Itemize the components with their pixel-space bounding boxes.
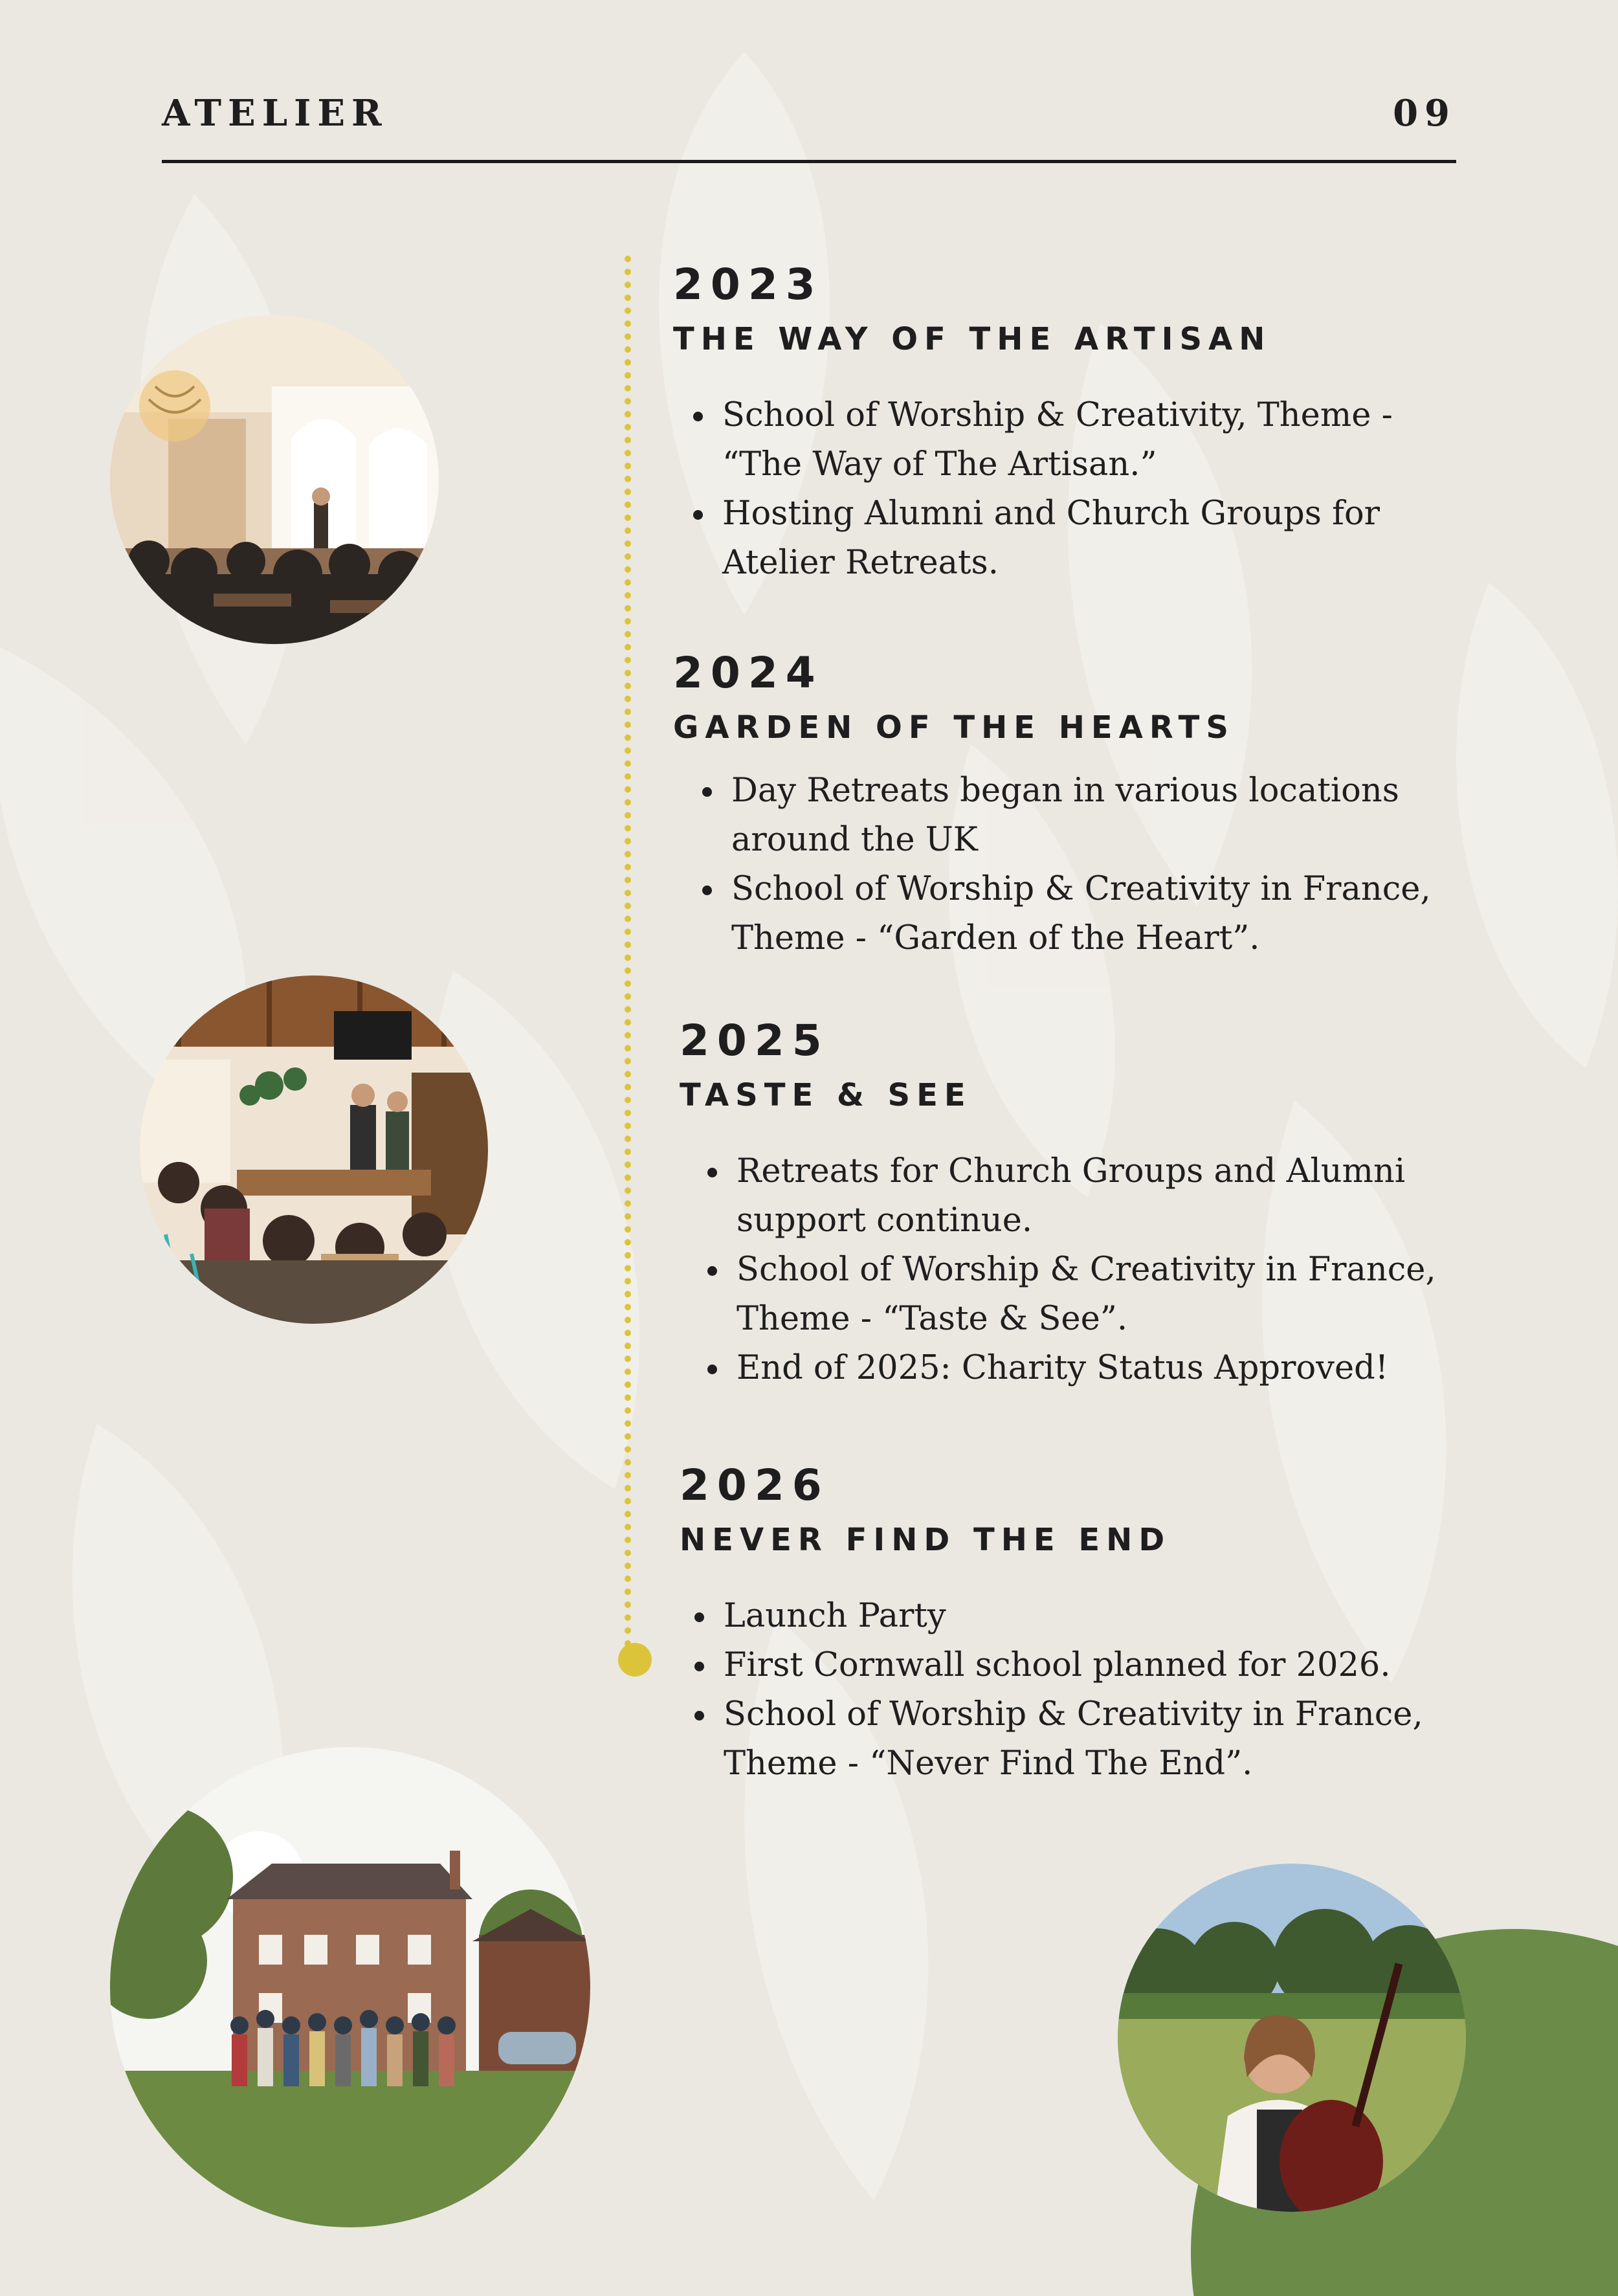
entry-list	[673, 391, 1397, 588]
photo-worship-room	[110, 315, 439, 644]
page-number: 09	[1393, 92, 1456, 135]
timeline-dotted-line	[625, 256, 631, 1660]
header-divider	[162, 160, 1456, 163]
list-item: • School of Worship & Creativity in France, Theme - “Taste & See”.	[731, 1245, 1443, 1344]
list-item: • Day Retreats began in various locations around the UK	[726, 766, 1470, 865]
list-item: • School of Worship & Creativity in France, Theme - “Garden of the Heart”.	[726, 865, 1470, 963]
list-item: • Launch Party	[718, 1592, 1495, 1641]
list-item: • Hosting Alumni and Church Groups for Atelier Retreats.	[717, 489, 1397, 588]
list-item: • End of 2025: Charity Status Approved!	[731, 1344, 1443, 1393]
entry-title: TASTE & SEE	[680, 1077, 972, 1113]
entry-year: 2024	[673, 648, 823, 698]
entry-year: 2026	[680, 1460, 830, 1510]
entry-title: GARDEN OF THE HEARTS	[673, 709, 1235, 746]
entry-list	[680, 1592, 1495, 1789]
entry-title: THE WAY OF THE ARTISAN	[673, 321, 1272, 357]
list-item: • School of Worship & Creativity in France, Theme - “Never Find The End”.	[718, 1690, 1495, 1789]
timeline-entry-2024	[673, 647, 1470, 963]
list-item: • Retreats for Church Groups and Alumni support continue.	[731, 1147, 1443, 1245]
list-item: • First Cornwall school planned for 2026.	[718, 1641, 1495, 1690]
photo-cafe-band	[140, 975, 488, 1324]
entry-title: NEVER FIND THE END	[680, 1522, 1171, 1558]
brand-name: ATELIER	[162, 92, 388, 135]
photo-cellist	[1118, 1864, 1466, 2212]
entry-list	[680, 1147, 1443, 1393]
timeline-entry-2026	[680, 1460, 1495, 1789]
timeline-entry-2025	[680, 1015, 1443, 1393]
list-item: • School of Worship & Creativity, Theme - “The Way of The Artisan.”	[717, 391, 1397, 489]
entry-year: 2023	[673, 260, 823, 309]
timeline-entry-2023	[673, 259, 1397, 588]
entry-year: 2025	[680, 1016, 830, 1065]
entry-list	[673, 766, 1470, 963]
photo-group-house	[110, 1747, 590, 2227]
timeline-end-dot	[618, 1643, 652, 1677]
